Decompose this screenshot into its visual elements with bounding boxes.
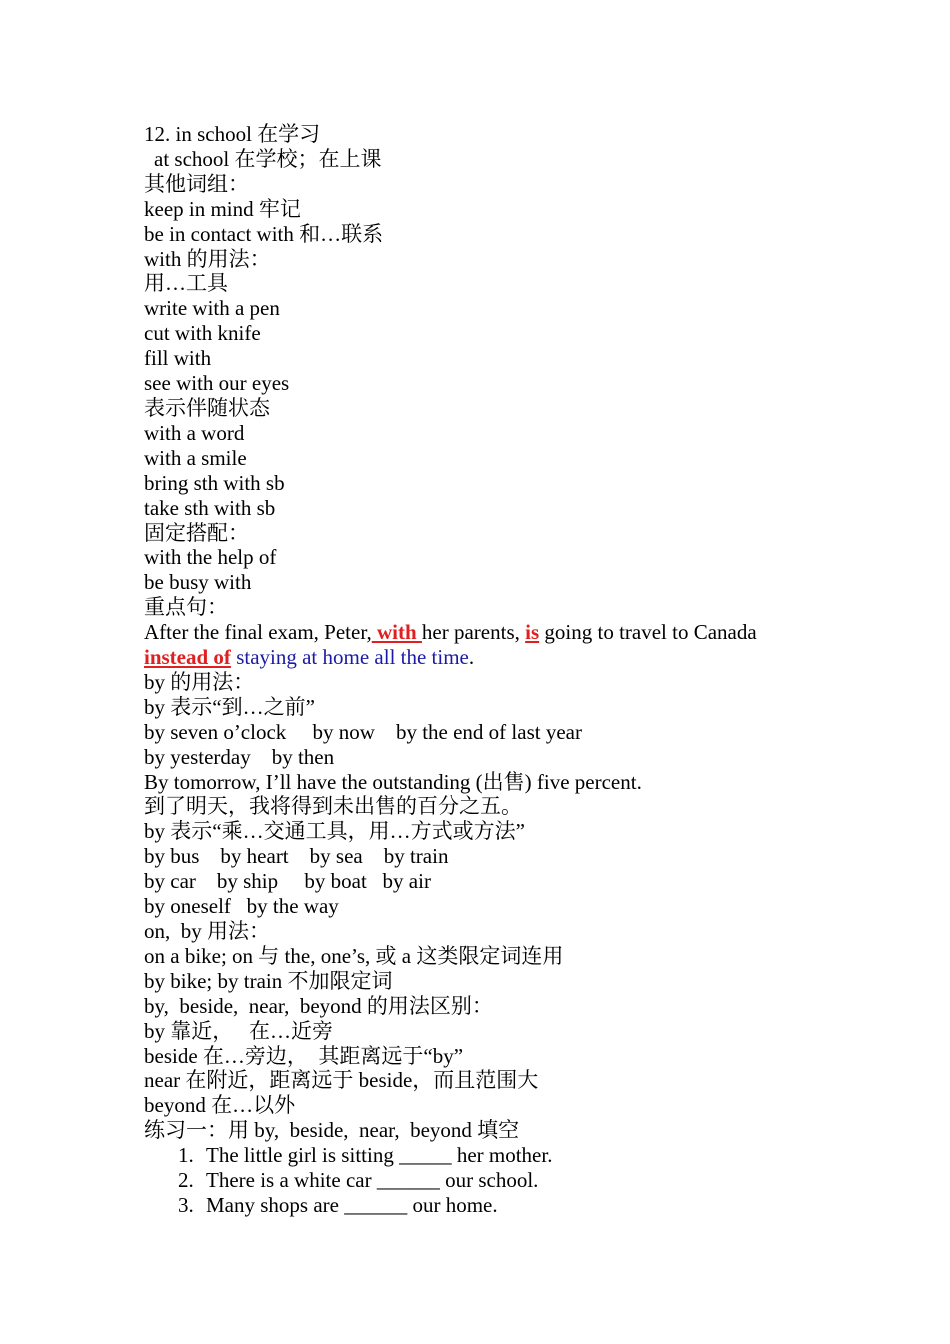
exercise-text: The little girl is sitting _____ her mother. bbox=[206, 1143, 553, 1168]
text-line: 到了明天，我将得到未出售的百分之五。 bbox=[144, 794, 522, 819]
text-line: by 表示“乘…交通工具，用…方式或方法” bbox=[144, 819, 525, 844]
key-sentence-line-2 bbox=[144, 645, 844, 670]
text-line: 用…工具 bbox=[144, 271, 228, 296]
exercise-list bbox=[144, 1143, 844, 1218]
exercise-text: Many shops are ______ our home. bbox=[206, 1192, 498, 1217]
exercise-item bbox=[178, 1168, 844, 1193]
key-word-with: with bbox=[371, 620, 422, 645]
text-line: by yesterday by then bbox=[144, 744, 335, 769]
key-word-is: is bbox=[525, 620, 540, 645]
key-sentence-line-1 bbox=[144, 620, 844, 645]
text-line: beside 在…旁边， 其距离远于“by” bbox=[144, 1043, 464, 1068]
text-line: by oneself by the way bbox=[144, 894, 339, 919]
exercise-number: 1. bbox=[178, 1143, 194, 1168]
section-heading: 重点句： bbox=[144, 595, 228, 620]
text-line: By tomorrow, I’ll have the outstanding (出售) five percent. bbox=[144, 769, 642, 794]
section-heading: with 的用法： bbox=[144, 246, 271, 271]
exercise-heading: 练习一：用 by, beside, near, beyond 填空 bbox=[144, 1118, 520, 1143]
text-line: at school 在学校；在上课 bbox=[154, 146, 382, 171]
text-line: take sth with sb bbox=[144, 495, 276, 520]
exercise-item bbox=[178, 1143, 844, 1168]
text-line: see with our eyes bbox=[144, 371, 290, 396]
key-sentence-text: . bbox=[468, 645, 475, 670]
text-line: with the help of bbox=[144, 545, 277, 570]
text-line: by bus by heart by sea by train bbox=[144, 844, 449, 869]
section-heading: 固定搭配： bbox=[144, 520, 249, 545]
exercise-text: There is a white car ______ our school. bbox=[206, 1168, 539, 1193]
text-line: by 表示“到…之前” bbox=[144, 694, 315, 719]
text-line: be in contact with 和…联系 bbox=[144, 221, 384, 246]
text-line: near 在附近，距离远于 beside，而且范围大 bbox=[144, 1068, 539, 1093]
text-line: fill with bbox=[144, 346, 212, 371]
text-line: by bike; by train 不加限定词 bbox=[144, 968, 393, 993]
key-phrase-staying: staying at home all the time bbox=[230, 645, 469, 670]
text-line: write with a pen bbox=[144, 296, 280, 321]
key-sentence-text: After the final exam, Peter, bbox=[144, 620, 372, 645]
key-word-instead-of: instead of bbox=[144, 645, 231, 670]
text-line: 12. in school 在学习 bbox=[144, 122, 321, 146]
key-sentence-text: going to travel to Canada bbox=[539, 620, 757, 645]
text-line: cut with knife bbox=[144, 321, 261, 346]
text-line: by car by ship by boat by air bbox=[144, 869, 431, 894]
section-heading: 其他词组： bbox=[144, 171, 249, 196]
text-line: bring sth with sb bbox=[144, 470, 285, 495]
key-sentence-text: her parents, bbox=[421, 620, 526, 645]
text-line: by seven o’clock by now by the end of last year bbox=[144, 719, 582, 744]
text-line: be busy with bbox=[144, 570, 252, 595]
text-line: by 靠近， 在…近旁 bbox=[144, 1018, 333, 1043]
text-line: beyond 在…以外 bbox=[144, 1093, 296, 1118]
text-line: keep in mind 牢记 bbox=[144, 196, 301, 221]
exercise-number: 3. bbox=[178, 1192, 194, 1217]
section-heading: by 的用法： bbox=[144, 669, 255, 694]
exercise-number: 2. bbox=[178, 1168, 194, 1193]
document-body bbox=[144, 122, 844, 1218]
exercise-item bbox=[178, 1192, 844, 1218]
text-line: 表示伴随状态 bbox=[144, 395, 270, 420]
section-heading: by, beside, near, beyond 的用法区别： bbox=[144, 993, 493, 1018]
text-line: with a smile bbox=[144, 445, 247, 470]
text-line: on a bike; on 与 the, one’s, 或 a 这类限定词连用 bbox=[144, 943, 564, 968]
section-heading: on, by 用法： bbox=[144, 919, 270, 943]
text-line: with a word bbox=[144, 420, 245, 445]
